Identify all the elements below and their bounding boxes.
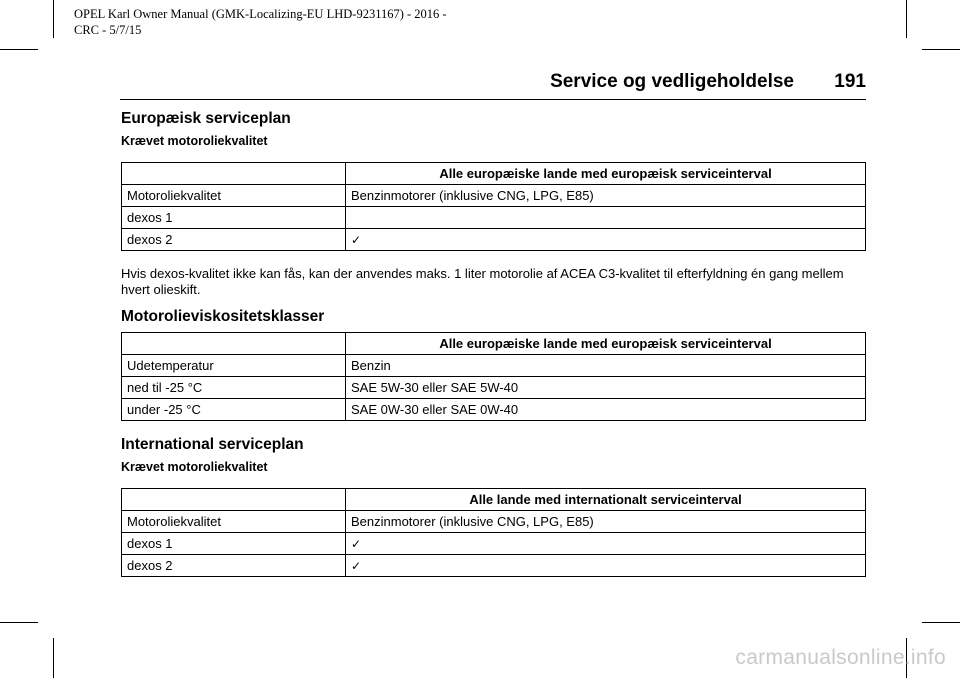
watermark: carmanualsonline.info: [735, 646, 946, 669]
crop-mark: [922, 622, 960, 623]
crop-mark: [53, 638, 54, 678]
subheading: Krævet motoroliekvalitet: [121, 460, 268, 474]
table-cell: [346, 229, 866, 251]
table-row: [122, 555, 866, 577]
table-cell: Motoroliekvalitet: [122, 185, 346, 207]
table-header-row: [122, 333, 866, 355]
table-header-row: [122, 489, 866, 511]
table-cell: dexos 2: [122, 555, 346, 577]
checkmark-icon: ✓: [351, 559, 362, 573]
table-cell: dexos 1: [122, 533, 346, 555]
table-row: [122, 511, 866, 533]
table-row: [122, 207, 866, 229]
table-cell: Motoroliekvalitet: [122, 511, 346, 533]
table-cell: Udetemperatur: [122, 355, 346, 377]
table-row: [122, 355, 866, 377]
table-cell: Benzinmotorer (inklusive CNG, LPG, E85): [346, 185, 866, 207]
crop-mark: [906, 0, 907, 38]
table-cell: [122, 333, 346, 355]
table-cell: [346, 555, 866, 577]
table-row: [122, 185, 866, 207]
checkmark-icon: ✓: [351, 537, 362, 551]
table-row: [122, 533, 866, 555]
table-cell: dexos 1: [122, 207, 346, 229]
viscosity-table: [121, 332, 866, 421]
table-cell: under -25 °C: [122, 399, 346, 421]
page-header: [120, 71, 866, 100]
table-cell: [122, 163, 346, 185]
table-cell: [122, 489, 346, 511]
table-header: Alle europæiske lande med europæisk serviceinterval: [346, 333, 866, 355]
oil-quality-table-intl: [121, 488, 866, 577]
note-paragraph: Hvis dexos-kvalitet ikke kan fås, kan der anvendes maks. 1 liter motorolie af ACEA C3-kvalitet til efterfyldning én gang mellem hvert olieskift.: [121, 266, 844, 297]
section-heading: International serviceplan: [121, 436, 304, 453]
print-header-line: OPEL Karl Owner Manual (GMK-Localizing-EU LHD-9231167) - 2016 -: [74, 7, 447, 21]
table-cell: SAE 0W-30 eller SAE 0W-40: [346, 399, 866, 421]
page-number: 191: [834, 71, 866, 92]
table-row: [122, 399, 866, 421]
crop-mark: [53, 0, 54, 38]
table-cell: SAE 5W-30 eller SAE 5W-40: [346, 377, 866, 399]
oil-quality-table-eu: [121, 162, 866, 251]
table-header-row: [122, 163, 866, 185]
table-cell: [346, 533, 866, 555]
table-row: [122, 229, 866, 251]
table-header: Alle lande med internationalt serviceinterval: [346, 489, 866, 511]
table-cell: Benzinmotorer (inklusive CNG, LPG, E85): [346, 511, 866, 533]
print-header: [74, 6, 447, 38]
crop-mark: [0, 49, 38, 50]
print-header-line: CRC - 5/7/15: [74, 23, 142, 37]
section-heading: Motorolieviskositetsklasser: [121, 308, 325, 325]
checkmark-icon: ✓: [351, 233, 362, 247]
table-cell: [346, 207, 866, 229]
subheading: Krævet motoroliekvalitet: [121, 134, 268, 148]
crop-mark: [0, 622, 38, 623]
table-row: [122, 377, 866, 399]
section-title: Service og vedligeholdelse: [550, 71, 794, 92]
crop-mark: [922, 49, 960, 50]
table-cell: ned til -25 °C: [122, 377, 346, 399]
section-heading: Europæisk serviceplan: [121, 110, 291, 127]
table-header: Alle europæiske lande med europæisk serviceinterval: [346, 163, 866, 185]
table-cell: Benzin: [346, 355, 866, 377]
table-cell: dexos 2: [122, 229, 346, 251]
